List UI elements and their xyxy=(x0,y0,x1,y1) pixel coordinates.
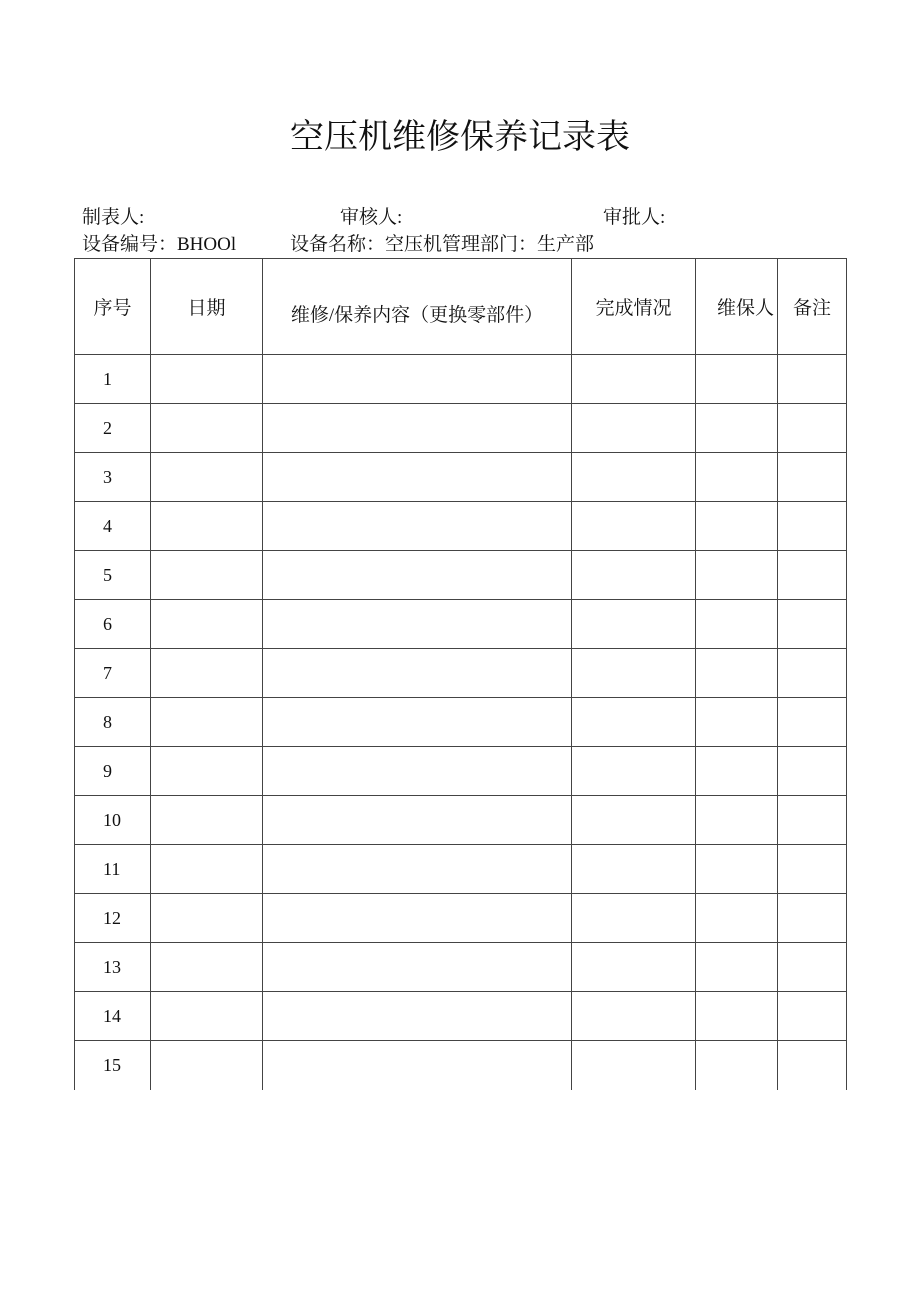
maintainer-cell xyxy=(696,502,778,551)
row-number: 15 xyxy=(74,1041,151,1090)
maintainer-cell xyxy=(696,698,778,747)
completion-cell xyxy=(572,1041,696,1090)
remarks-cell xyxy=(778,355,847,404)
content-cell xyxy=(263,796,572,845)
content-cell xyxy=(263,845,572,894)
remarks-cell xyxy=(778,796,847,845)
row-number: 6 xyxy=(74,600,151,649)
row-number: 5 xyxy=(74,551,151,600)
equipment-name-department: 设备名称：空压机管理部门：生产部 xyxy=(290,234,595,255)
approver-label: 审批人: xyxy=(603,207,666,228)
maintainer-cell xyxy=(696,1041,778,1090)
date-cell xyxy=(151,453,263,502)
completion-cell xyxy=(572,992,696,1041)
remarks-cell xyxy=(778,502,847,551)
maintainer-cell xyxy=(696,992,778,1041)
remarks-cell xyxy=(778,600,847,649)
date-cell xyxy=(151,1041,263,1090)
date-cell xyxy=(151,894,263,943)
content-cell xyxy=(263,649,572,698)
completion-cell xyxy=(572,943,696,992)
row-number: 1 xyxy=(74,355,151,404)
completion-cell xyxy=(572,404,696,453)
completion-cell xyxy=(572,796,696,845)
maintainer-cell xyxy=(696,404,778,453)
content-cell xyxy=(263,355,572,404)
maintainer-cell xyxy=(696,845,778,894)
preparer-label: 制表人: xyxy=(82,207,145,228)
header-serial-number: 序号 xyxy=(74,258,151,355)
completion-cell xyxy=(572,747,696,796)
date-cell xyxy=(151,404,263,453)
maintainer-cell xyxy=(696,894,778,943)
completion-cell xyxy=(572,600,696,649)
page-title: 空压机维修保养记录表 xyxy=(290,119,630,156)
remarks-cell xyxy=(778,1041,847,1090)
maintainer-cell xyxy=(696,355,778,404)
maintenance-record-table xyxy=(74,258,847,1090)
equipment-number: 设备编号：BHOOl xyxy=(82,234,237,255)
header-remarks: 备注 xyxy=(778,258,847,355)
remarks-cell xyxy=(778,992,847,1041)
maintainer-cell xyxy=(696,600,778,649)
row-number: 11 xyxy=(74,845,151,894)
row-number: 7 xyxy=(74,649,151,698)
maintainer-cell xyxy=(696,796,778,845)
maintainer-cell xyxy=(696,453,778,502)
date-cell xyxy=(151,747,263,796)
date-cell xyxy=(151,502,263,551)
remarks-cell xyxy=(778,943,847,992)
completion-cell xyxy=(572,551,696,600)
row-number: 12 xyxy=(74,894,151,943)
remarks-cell xyxy=(778,845,847,894)
completion-cell xyxy=(572,894,696,943)
row-number: 14 xyxy=(74,992,151,1041)
remarks-cell xyxy=(778,747,847,796)
remarks-cell xyxy=(778,404,847,453)
remarks-cell xyxy=(778,551,847,600)
date-cell xyxy=(151,796,263,845)
row-number: 13 xyxy=(74,943,151,992)
maintainer-cell xyxy=(696,649,778,698)
content-cell xyxy=(263,453,572,502)
header-completion: 完成情况 xyxy=(572,258,696,355)
content-cell xyxy=(263,894,572,943)
content-cell xyxy=(263,404,572,453)
completion-cell xyxy=(572,453,696,502)
header-content xyxy=(263,258,572,355)
content-cell xyxy=(263,600,572,649)
row-number: 4 xyxy=(74,502,151,551)
date-cell xyxy=(151,649,263,698)
row-number: 2 xyxy=(74,404,151,453)
remarks-cell xyxy=(778,649,847,698)
reviewer-label: 审核人: xyxy=(340,207,403,228)
row-number: 9 xyxy=(74,747,151,796)
content-cell xyxy=(263,698,572,747)
content-cell xyxy=(263,502,572,551)
header-maintainer: 维保人 xyxy=(696,258,778,355)
content-cell xyxy=(263,943,572,992)
date-cell xyxy=(151,992,263,1041)
date-cell xyxy=(151,845,263,894)
row-number: 8 xyxy=(74,698,151,747)
date-cell xyxy=(151,943,263,992)
completion-cell xyxy=(572,649,696,698)
remarks-cell xyxy=(778,698,847,747)
maintainer-cell xyxy=(696,943,778,992)
header-content-label: 维修/保养内容（更换零部件） xyxy=(290,305,544,326)
date-cell xyxy=(151,551,263,600)
content-cell xyxy=(263,551,572,600)
remarks-cell xyxy=(778,453,847,502)
row-number: 3 xyxy=(74,453,151,502)
date-cell xyxy=(151,600,263,649)
content-cell xyxy=(263,1041,572,1090)
completion-cell xyxy=(572,502,696,551)
content-cell xyxy=(263,992,572,1041)
remarks-cell xyxy=(778,894,847,943)
row-number: 10 xyxy=(74,796,151,845)
completion-cell xyxy=(572,698,696,747)
date-cell xyxy=(151,698,263,747)
maintainer-cell xyxy=(696,747,778,796)
header-date: 日期 xyxy=(151,258,263,355)
content-cell xyxy=(263,747,572,796)
completion-cell xyxy=(572,845,696,894)
completion-cell xyxy=(572,355,696,404)
date-cell xyxy=(151,355,263,404)
maintainer-cell xyxy=(696,551,778,600)
